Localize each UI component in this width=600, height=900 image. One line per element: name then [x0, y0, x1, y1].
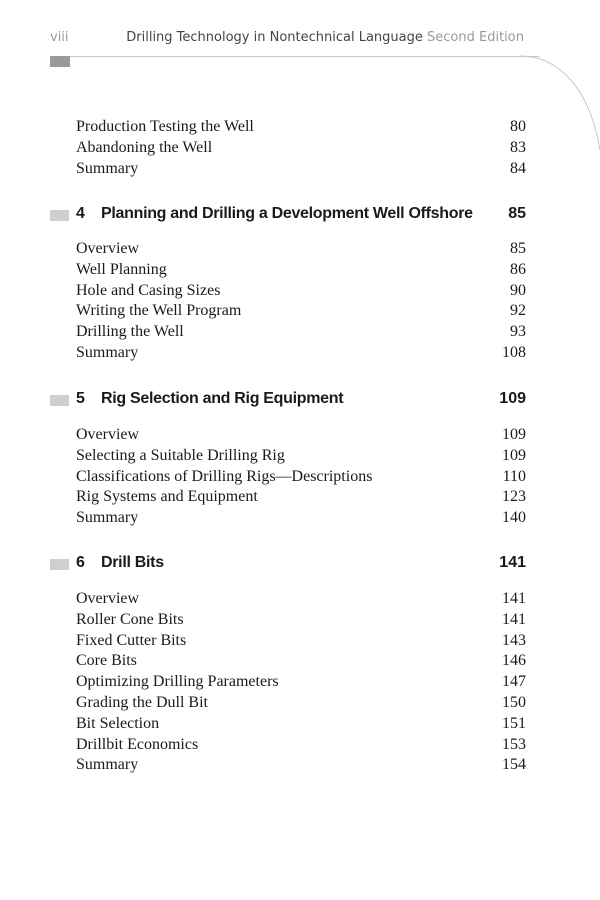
toc-entry-page: 80	[510, 118, 526, 135]
toc-entry-page: 109	[502, 447, 526, 464]
chapter-page: 141	[499, 554, 526, 571]
toc-entry-page: 84	[510, 160, 526, 177]
toc-entry[interactable]	[76, 261, 526, 281]
toc-entry[interactable]	[76, 426, 526, 446]
running-header	[126, 30, 524, 45]
toc-entry-page: 83	[510, 139, 526, 156]
toc-entry-title: Rig Systems and Equipment	[76, 488, 258, 505]
toc-entry[interactable]	[76, 282, 526, 302]
book-title: Drilling Technology in Nontechnical Language	[126, 30, 423, 45]
toc-entry[interactable]	[76, 590, 526, 610]
chapter-heading-5[interactable]	[50, 390, 526, 412]
toc-entry-title: Writing the Well Program	[76, 302, 242, 319]
chapter-marker	[50, 395, 69, 406]
header-rule-block	[50, 56, 70, 67]
toc-entry-title: Roller Cone Bits	[76, 611, 184, 628]
toc-entry-title: Summary	[76, 160, 139, 177]
chapter-marker	[50, 559, 69, 570]
running-page-number: viii	[50, 30, 69, 45]
chapter-marker	[50, 210, 69, 221]
toc-entry[interactable]	[76, 756, 526, 776]
toc-entry[interactable]	[76, 344, 526, 364]
toc-entry-page: 141	[502, 611, 526, 628]
toc-entry-page: 85	[510, 240, 526, 257]
toc-entry-page: 147	[502, 673, 526, 690]
toc-entry-title: Drillbit Economics	[76, 736, 199, 753]
toc-entry-title: Abandoning the Well	[76, 139, 213, 156]
toc-entry[interactable]	[76, 652, 526, 672]
toc-entry-title: Classifications of Drilling Rigs—Descriptions	[76, 468, 373, 485]
toc-entry-title: Bit Selection	[76, 715, 160, 732]
toc-entry-page: 153	[502, 736, 526, 753]
toc-entry-page: 92	[510, 302, 526, 319]
chapter-page: 109	[499, 390, 526, 407]
toc-entry-page: 154	[502, 756, 526, 773]
toc-entry-page: 141	[502, 590, 526, 607]
toc-entry[interactable]	[76, 118, 526, 138]
toc-entry[interactable]	[76, 509, 526, 529]
toc-entry[interactable]	[76, 139, 526, 159]
chapter-title: Drill Bits	[101, 554, 164, 571]
toc-entry[interactable]	[76, 673, 526, 693]
toc-entry-title: Core Bits	[76, 652, 137, 669]
toc-entry[interactable]	[76, 447, 526, 467]
toc-entry-title: Overview	[76, 240, 140, 257]
chapter-heading-6[interactable]	[50, 554, 526, 576]
toc-entry-title: Summary	[76, 344, 139, 361]
edition-label: Second Edition	[427, 30, 524, 45]
toc-entry[interactable]	[76, 488, 526, 508]
toc-entry[interactable]	[76, 736, 526, 756]
toc-entry-page: 143	[502, 632, 526, 649]
toc-entry-title: Production Testing the Well	[76, 118, 254, 135]
toc-entry-title: Selecting a Suitable Drilling Rig	[76, 447, 285, 464]
toc-entry[interactable]	[76, 694, 526, 714]
toc-entry-title: Overview	[76, 426, 140, 443]
header-rule	[50, 56, 540, 57]
toc-entry[interactable]	[76, 160, 526, 180]
chapter-number: 6	[76, 554, 85, 571]
toc-entry-title: Overview	[76, 590, 140, 607]
toc-entry-page: 140	[502, 509, 526, 526]
toc-entry-page: 108	[502, 344, 526, 361]
chapter-number: 4	[76, 205, 85, 222]
chapter-number: 5	[76, 390, 85, 407]
toc-entry-title: Optimizing Drilling Parameters	[76, 673, 279, 690]
toc-entry-title: Summary	[76, 509, 139, 526]
toc-entry-page: 150	[502, 694, 526, 711]
toc-entry-page: 109	[502, 426, 526, 443]
toc-entry-title: Fixed Cutter Bits	[76, 632, 187, 649]
toc-entry[interactable]	[76, 611, 526, 631]
toc-entry-page: 86	[510, 261, 526, 278]
toc-entry[interactable]	[76, 468, 526, 488]
toc-entry-title: Grading the Dull Bit	[76, 694, 208, 711]
toc-entry-page: 110	[502, 468, 526, 485]
toc-entry-page: 90	[510, 282, 526, 299]
chapter-heading-4[interactable]	[50, 205, 526, 227]
toc-entry[interactable]	[76, 240, 526, 260]
chapter-title: Rig Selection and Rig Equipment	[101, 390, 344, 407]
toc-entry[interactable]	[76, 632, 526, 652]
toc-entry-page: 123	[502, 488, 526, 505]
toc-entry[interactable]	[76, 302, 526, 322]
toc-entry-title: Hole and Casing Sizes	[76, 282, 221, 299]
toc-entry-page: 93	[510, 323, 526, 340]
toc-entry[interactable]	[76, 323, 526, 343]
toc-entry-page: 151	[502, 715, 526, 732]
toc-entry-title: Drilling the Well	[76, 323, 184, 340]
toc-entry-title: Well Planning	[76, 261, 167, 278]
chapter-title: Planning and Drilling a Development Well Offshore	[101, 205, 473, 222]
toc-entry-title: Summary	[76, 756, 139, 773]
toc-entry-page: 146	[502, 652, 526, 669]
chapter-page: 85	[508, 205, 526, 222]
toc-entry[interactable]	[76, 715, 526, 735]
